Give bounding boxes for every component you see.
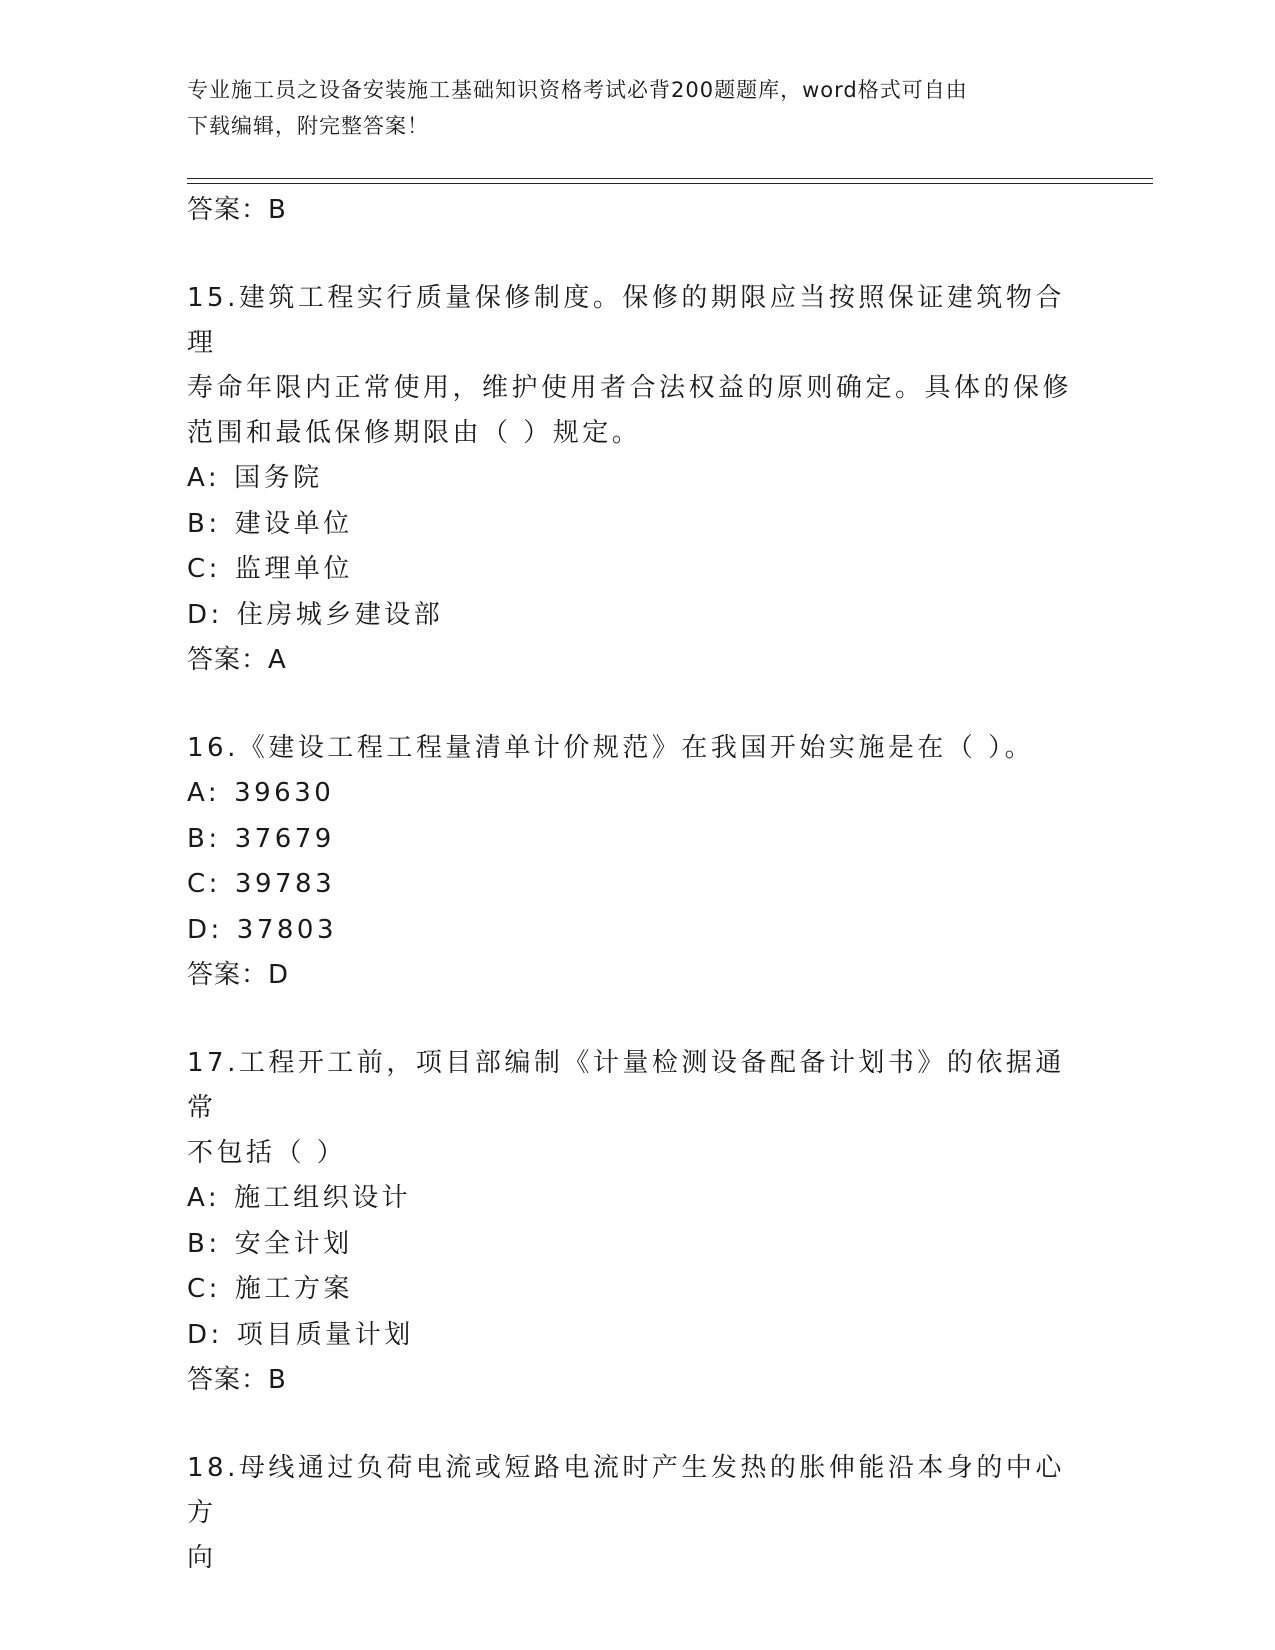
previous-answer: 答案：B	[187, 195, 287, 225]
question-stem-line: 15.建筑工程实行质量保修制度。保修的期限应当按照保证建筑物合理	[187, 283, 1065, 358]
option-text: 37803	[236, 914, 337, 945]
option-text: 施工方案	[234, 1274, 353, 1304]
option-text: 监理单位	[234, 554, 353, 584]
question-17	[187, 1041, 1087, 1403]
option-a	[187, 1176, 1087, 1222]
question-answer: 答案：D	[187, 960, 290, 990]
question-stem-line: 16.《建设工程工程量清单计价规范》在我国开始实施是在（ ）。	[187, 733, 1035, 763]
option-key: A:	[187, 463, 221, 493]
option-text: 安全计划	[234, 1228, 353, 1259]
option-c	[187, 547, 1087, 593]
option-key: C:	[187, 554, 221, 584]
option-key: B:	[187, 508, 221, 539]
option-key: A:	[187, 1183, 221, 1213]
option-key: D:	[187, 914, 223, 945]
question-stem-line: 范围和最低保修期限由（ ）规定。	[187, 418, 642, 448]
question-answer: 答案：A	[187, 645, 287, 675]
header-divider-bottom	[187, 183, 1153, 184]
question-list	[187, 188, 1087, 1581]
option-text: 39630	[234, 778, 335, 808]
option-key: A:	[187, 778, 221, 808]
question-15	[187, 276, 1087, 683]
option-text: 国务院	[234, 463, 323, 493]
option-d	[187, 593, 1087, 639]
question-stem-line: 17.工程开工前，项目部编制《计量检测设备配备计划书》的依据通常	[187, 1048, 1065, 1123]
option-text: 39783	[234, 869, 336, 899]
option-text: 37679	[234, 823, 335, 854]
option-key: D:	[187, 1319, 223, 1350]
option-key: B:	[187, 1228, 221, 1259]
option-key: B:	[187, 823, 221, 854]
header-line-1: 专业施工员之设备安装施工基础知识资格考试必背200题题库，word格式可自由	[187, 78, 968, 102]
option-text: 住房城乡建设部	[236, 599, 444, 630]
option-key: C:	[187, 1274, 221, 1304]
question-stem-line: 18.母线通过负荷电流或短路电流时产生发热的胀伸能沿本身的中心方	[187, 1453, 1065, 1528]
option-text: 施工组织设计	[234, 1183, 412, 1213]
question-16	[187, 726, 1087, 998]
header-line-2: 下载编辑，附完整答案！	[187, 114, 429, 138]
option-d	[187, 1313, 1087, 1359]
document-header	[187, 72, 1067, 144]
question-18	[187, 1446, 1087, 1581]
option-c	[187, 862, 1087, 908]
question-stem-line: 寿命年限内正常使用，维护使用者合法权益的原则确定。具体的保修	[187, 373, 1073, 403]
header-divider-top	[187, 178, 1153, 179]
option-text: 项目质量计划	[236, 1319, 414, 1350]
question-stem-line: 不包括（ ）	[187, 1138, 347, 1168]
option-a	[187, 771, 1087, 817]
question-answer: 答案：B	[187, 1365, 287, 1395]
option-b	[187, 502, 1087, 548]
question-stem-line: 向	[187, 1543, 217, 1573]
option-text: 建设单位	[234, 508, 353, 539]
option-a	[187, 456, 1087, 502]
option-d	[187, 908, 1087, 954]
option-c	[187, 1267, 1087, 1313]
option-b	[187, 817, 1087, 863]
option-key: D:	[187, 599, 223, 630]
option-key: C:	[187, 869, 221, 899]
option-b	[187, 1222, 1087, 1268]
